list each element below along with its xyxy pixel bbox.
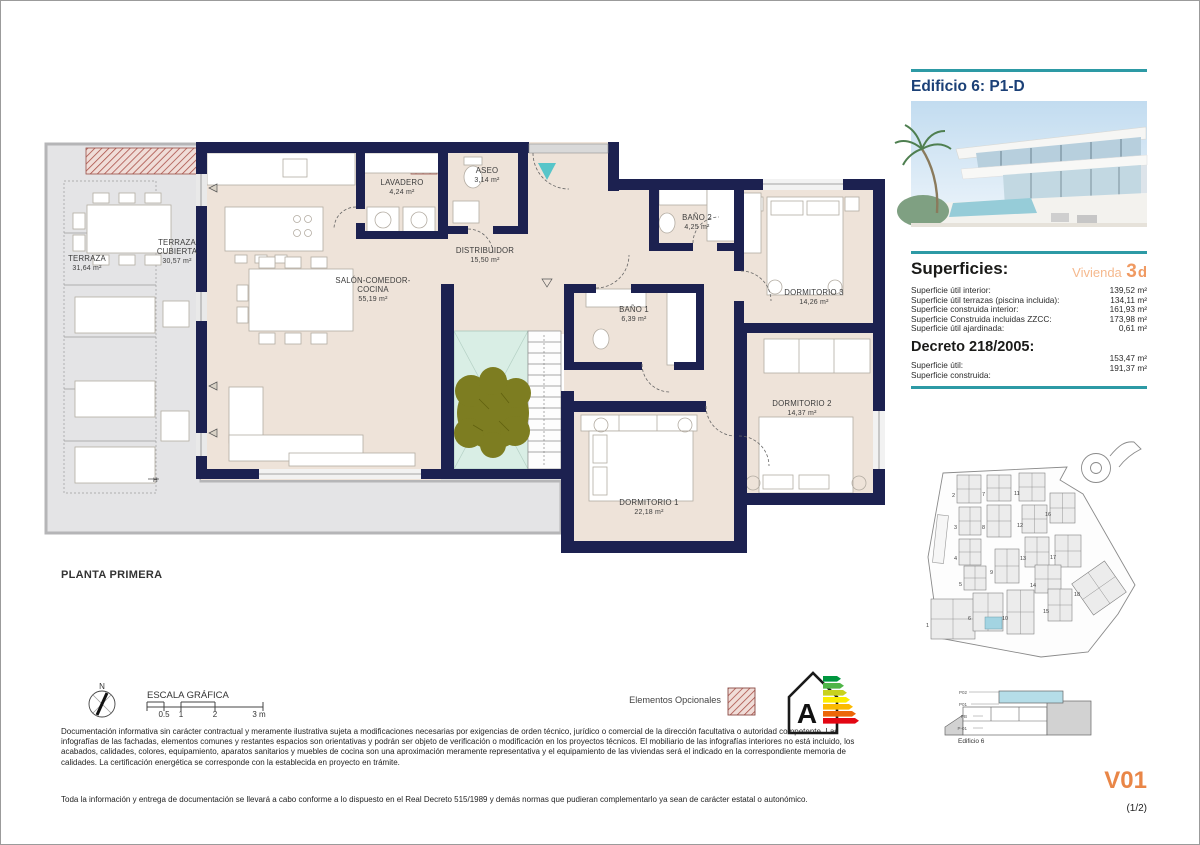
site-building-number: 1 [926, 623, 930, 629]
decreto-block [911, 339, 1147, 385]
decreto-value: 153,47 m² [1109, 353, 1147, 363]
energy-bar [823, 697, 850, 703]
energy-bar [823, 711, 856, 717]
staircase [528, 331, 561, 469]
section-diagram [945, 690, 1091, 745]
header-rule-top [911, 69, 1147, 72]
room-label: SALÓN-COMEDOR-COCINA 55,19 m² [335, 276, 411, 303]
site-building-number: 9 [990, 570, 994, 576]
page-title: Edificio 6: P1-D [911, 78, 1025, 95]
scale-tick: 3 m [252, 710, 266, 719]
decreto-value: 191,37 m² [1109, 363, 1147, 373]
room-label: ASEO 3,14 m² [474, 166, 500, 184]
site-building-number: 8 [982, 525, 986, 531]
section-level-label: P-01 [957, 726, 967, 731]
hose-marker: H [153, 477, 158, 484]
site-building-number: 6 [968, 616, 972, 622]
scale-tick: 2 [212, 710, 218, 719]
optional-hatch-swatch [728, 688, 755, 715]
section-level-label: P02 [958, 690, 967, 695]
room-label: LAVADERO 4,24 m² [380, 178, 424, 196]
page-number: (1/2) [1126, 803, 1147, 814]
superficies-row: Superficie Construida incluidas ZZCC: 173,98 m² [911, 313, 1147, 324]
room-label: DORMITORIO 2 14,37 m² [772, 399, 832, 417]
disclaimer-paragraph-1: Documentación informativa sin carácter contractual y meramente ilustrativa sujeta a modificaciones necesarias por exigencias de orden técnico, jurídico o comercial de la dirección facultativa o autoridad competente. Las infografías de las fachadas, elementos comunes y restantes espacios son orientativas y podrán ser objeto de verificación o modificación en los proyectos técnicos. El mobiliario de las infografías interiores no está incluido, los acabados, calidades, colores, equipamiento, aparatos sanitarios y muebles de cocina son una aproximación meramente representativa y el equipamiento de las viviendas será el indicado en la correspondiente memoria de calidades. La certificación energética se corresponde con la establecida en proyecto en trámite. [61, 727, 855, 767]
site-building-number: 4 [954, 556, 958, 562]
compass [89, 682, 115, 717]
site-building-number: 10 [1002, 616, 1009, 622]
site-building-number: 16 [1045, 512, 1052, 518]
room-label: BAÑO 1 6,39 m² [619, 305, 649, 323]
header-rule-bottom [911, 386, 1147, 389]
superficies-table [911, 286, 1147, 334]
site-building-number: 3 [954, 525, 958, 531]
room-label: TERRAZA 31,64 m² [68, 254, 106, 272]
site-building-number: 11 [1014, 491, 1020, 497]
decreto-label: Superficie construida: [911, 370, 991, 380]
site-building-number: 5 [959, 582, 963, 588]
energy-bar [823, 718, 859, 724]
room-label: DORMITORIO 1 22,18 m² [619, 498, 679, 516]
optional-element-hatch [86, 148, 198, 174]
decreto-heading: Decreto 218/2005: [911, 339, 1035, 355]
scale-tick: 1 [178, 710, 184, 719]
room-label: DISTRIBUIDOR 15,50 m² [455, 246, 515, 264]
site-building-number: 7 [982, 492, 986, 498]
version-label: V01 [1104, 767, 1147, 794]
scale-tick-labels [158, 710, 266, 719]
room-label: DORMITORIO 3 14,26 m² [784, 288, 844, 306]
header-rule-mid [911, 251, 1147, 254]
decreto-label: Superficie útil: [911, 360, 964, 370]
superficies-heading: Superficies: [911, 259, 1009, 278]
superficies-row: Superficie útil terrazas (piscina incluida): 134,11 m² [911, 294, 1147, 305]
house-photo [895, 101, 1147, 227]
site-building-number: 17 [1050, 555, 1057, 561]
scale-tick: 0.5 [158, 710, 170, 719]
section-caption: Edificio 6 [958, 738, 985, 745]
vivienda-number: 3 [1126, 261, 1137, 282]
vivienda-label: Vivienda [1072, 265, 1122, 280]
scale-bar [147, 690, 266, 719]
site-plan [926, 442, 1141, 657]
section-level-label: PB [960, 714, 967, 719]
site-building-number: 12 [1017, 523, 1024, 529]
floor-plan-canvas [1, 1, 1200, 845]
room-label: BAÑO 2 4,25 m² [682, 213, 712, 231]
north-label: N [99, 682, 105, 691]
section-level-label: P01 [958, 702, 967, 707]
superficies-row: Superficie construida interior: 161,93 m² [911, 304, 1147, 315]
site-building-number: 13 [1020, 556, 1027, 562]
room-label: TERRAZA CUBIERTA 30,57 m² [156, 238, 198, 265]
energy-label [789, 673, 859, 733]
patio-tree [454, 367, 531, 458]
superficies-row: Superficie útil ajardinada: 0,61 m² [911, 323, 1147, 334]
energy-arrow-bars [823, 676, 859, 724]
site-building-number: 15 [1043, 609, 1050, 615]
site-building-number: 18 [1074, 592, 1081, 598]
site-building-highlight [985, 617, 1002, 629]
optional-elements-label: Elementos Opcionales [629, 695, 721, 705]
energy-rating-letter: A [796, 698, 818, 729]
energy-bar [823, 704, 853, 710]
energy-bar [823, 676, 841, 682]
disclaimer-paragraph-2: Toda la información y entrega de documentación se llevará a cabo conforme a lo dispuesto en el Real Decreto 515/1989 y demás normas que pudieran complementarlo ya sean de carácter estatal o autonómico. [61, 795, 808, 804]
energy-bar [823, 690, 847, 696]
superficies-row: Superficie útil interior: 139,52 m² [911, 285, 1147, 295]
site-building-number: 2 [952, 493, 956, 499]
floor-label: PLANTA PRIMERA [61, 569, 163, 581]
vivienda-letter: d [1137, 264, 1147, 281]
energy-bar [823, 683, 844, 689]
section-highlight-floor [999, 691, 1063, 703]
scale-label: ESCALA GRÁFICA [147, 690, 229, 701]
floor-plan [46, 142, 885, 553]
site-building-number: 14 [1030, 583, 1037, 589]
